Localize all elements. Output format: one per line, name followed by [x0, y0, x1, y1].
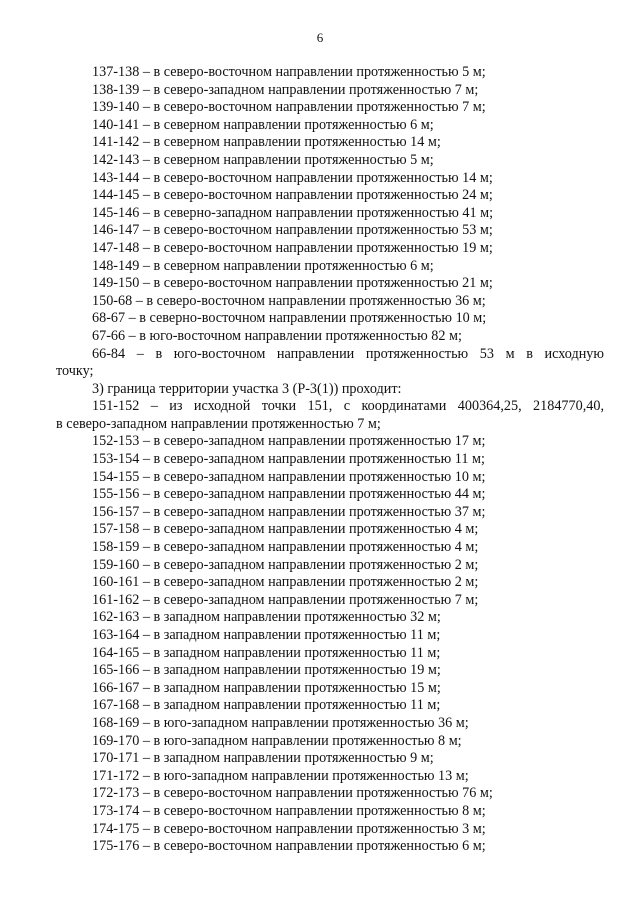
document-line: 158-159 – в северо-западном направлении протяженностью 4 м;: [92, 539, 479, 556]
document-line: 174-175 – в северо-восточном направлении протяженностью 3 м;: [92, 820, 486, 837]
document-line: 139-140 – в северо-восточном направлении протяженностью 7 м;: [92, 99, 486, 116]
document-line: 156-157 – в северо-западном направлении протяженностью 37 м;: [92, 503, 486, 520]
document-line: в северо-западном направлении протяженностью 7 м;: [56, 415, 381, 432]
document-line: 138-139 – в северо-западном направлении протяженностью 7 м;: [92, 81, 479, 98]
document-line: 149-150 – в северо-восточном направлении протяженностью 21 м;: [92, 275, 493, 292]
document-line: 148-149 – в северном направлении протяженностью 6 м;: [92, 257, 434, 274]
document-line: 162-163 – в западном направлении протяженностью 32 м;: [92, 609, 441, 626]
document-line: 164-165 – в западном направлении протяженностью 11 м;: [92, 644, 441, 661]
document-line: 167-168 – в западном направлении протяженностью 11 м;: [92, 697, 441, 714]
document-line: 173-174 – в северо-восточном направлении протяженностью 8 м;: [92, 802, 486, 819]
page-number: 6: [316, 30, 324, 45]
document-line: 151-152 – из исходной точки 151, с координатами 400364,25, 2184770,40,: [92, 398, 604, 415]
document-line: 161-162 – в северо-западном направлении протяженностью 7 м;: [92, 591, 479, 608]
document-body: [56, 64, 604, 856]
document-line: 145-146 – в северно-западном направлении протяженностью 41 м;: [92, 204, 494, 221]
document-line: 143-144 – в северо-восточном направлении протяженностью 14 м;: [92, 169, 493, 186]
document-line: 165-166 – в западном направлении протяженностью 19 м;: [92, 662, 441, 679]
document-line: 168-169 – в юго-западном направлении протяженностью 36 м;: [92, 714, 469, 731]
document-line: 142-143 – в северном направлении протяженностью 5 м;: [92, 151, 434, 168]
document-line: 154-155 – в северо-западном направлении протяженностью 10 м;: [92, 468, 486, 485]
document-line: 147-148 – в северо-восточном направлении протяженностью 19 м;: [92, 239, 493, 256]
document-line: 144-145 – в северо-восточном направлении протяженностью 24 м;: [92, 187, 493, 204]
document-line: 141-142 – в северном направлении протяженностью 14 м;: [92, 134, 441, 151]
document-line: 150-68 – в северо-восточном направлении протяженностью 36 м;: [92, 292, 486, 309]
document-line: 146-147 – в северо-восточном направлении протяженностью 53 м;: [92, 222, 493, 239]
document-line: 67-66 – в юго-восточном направлении протяженностью 82 м;: [92, 327, 462, 344]
document-line: 155-156 – в северо-западном направлении протяженностью 44 м;: [92, 486, 486, 503]
document-line: 66-84 – в юго-восточном направлении протяженностью 53 м в исходную: [92, 345, 604, 362]
document-line: 159-160 – в северо-западном направлении протяженностью 2 м;: [92, 556, 479, 573]
document-line: 160-161 – в северо-западном направлении протяженностью 2 м;: [92, 574, 479, 591]
document-line: 163-164 – в западном направлении протяженностью 11 м;: [92, 627, 441, 643]
document-line: 166-167 – в западном направлении протяженностью 15 м;: [92, 679, 441, 696]
document-line: 169-170 – в юго-западном направлении протяженностью 8 м;: [92, 732, 462, 749]
document-line: 157-158 – в северо-западном направлении протяженностью 4 м;: [92, 521, 479, 538]
document-line: точку;: [56, 363, 94, 380]
document-line: 171-172 – в юго-западном направлении протяженностью 13 м;: [92, 767, 469, 784]
document-line: 153-154 – в северо-западном направлении протяженностью 11 м;: [92, 451, 485, 468]
document-line: 152-153 – в северо-западном направлении протяженностью 17 м;: [92, 433, 486, 450]
document-line: 172-173 – в северо-восточном направлении протяженностью 76 м;: [92, 785, 493, 802]
document-line: 170-171 – в западном направлении протяженностью 9 м;: [92, 750, 434, 767]
document-line: 68-67 – в северно-восточном направлении протяженностью 10 м;: [92, 310, 487, 327]
document-line: 137-138 – в северо-восточном направлении протяженностью 5 м;: [92, 64, 486, 80]
document-line: 140-141 – в северном направлении протяженностью 6 м;: [92, 116, 434, 133]
document-line: 175-176 – в северо-восточном направлении протяженностью 6 м;: [92, 838, 486, 855]
document-line: 3) граница территории участка 3 (Р-3(1)) проходит:: [92, 380, 402, 397]
